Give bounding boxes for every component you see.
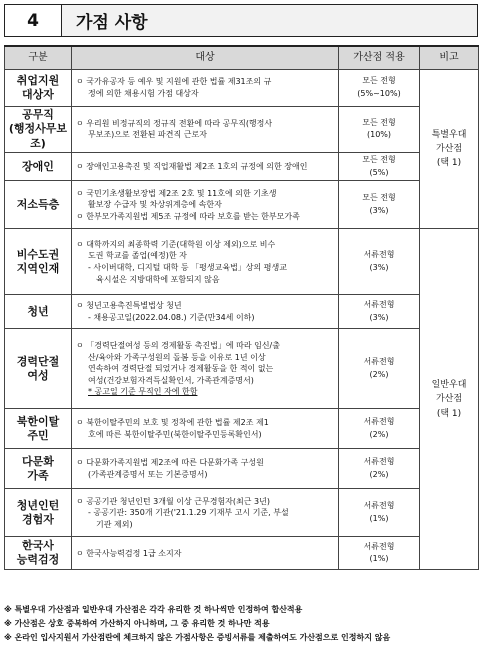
target-line: ㅇ 한부모가족지원법 제5조 규정에 따라 보호를 받는 한부모가족 [76, 211, 300, 221]
row-target [72, 409, 339, 449]
row-points: 서류전형 (2%) [339, 329, 420, 409]
target-line: 무보조)으로 전환된 파견직 근로자 [88, 130, 207, 140]
section-title: 가점 사항 [62, 5, 477, 36]
row-points: 모든 전형 (5%~10%) [339, 70, 420, 107]
table-row [5, 449, 479, 489]
table-row [5, 181, 479, 229]
target-line: ㅇ 다문화가족지원법 제2조에 따른 다문화가족 구성원 [76, 458, 264, 468]
note-special-bonus: 특별우대 가산점 (택 1) [420, 70, 479, 229]
row-category: 공무직 (행정사무보조) [5, 107, 72, 153]
target-line: ㅇ 장애인고용촉진 및 직업재활법 제2조 1호의 규정에 의한 장애인 [76, 161, 308, 171]
target-line: ㅇ 국가유공자 등 예우 및 지원에 관한 법률 제31조의 규 [76, 77, 272, 87]
bonus-table [4, 45, 479, 570]
table-header-row [5, 46, 479, 70]
table-row [5, 107, 479, 153]
row-points: 서류전형 (2%) [339, 409, 420, 449]
target-line: - 채용공고일(2022.04.08.) 기준(만34세 이하) [88, 312, 255, 322]
col-header-note: 비고 [420, 46, 479, 70]
target-line: 정에 의한 채용시험 가점 대상자 [88, 89, 199, 98]
row-target [72, 489, 339, 537]
target-line: 산/육아와 가족구성원의 돌봄 등을 이유로 1년 이상 [88, 352, 266, 362]
row-category: 다문화 가족 [5, 449, 72, 489]
row-target [72, 107, 339, 153]
row-points: 모든 전형 (3%) [339, 181, 420, 229]
target-line: (가족관계증명서 또는 기본증명서) [88, 469, 208, 479]
target-line: ㅇ 북한이탈주민의 보호 및 정착에 관한 법률 제2조 제1 [76, 418, 269, 428]
row-category: 북한이탈 주민 [5, 409, 72, 449]
row-points: 모든 전형 (5%) [339, 152, 420, 181]
section-number: 4 [5, 5, 62, 36]
row-points: 서류전형 (3%) [339, 295, 420, 329]
table-row [5, 489, 479, 537]
target-line: 도권 학교를 졸업(예정)한 자 [88, 251, 187, 261]
row-category: 장애인 [5, 152, 72, 181]
row-category: 저소득층 [5, 181, 72, 229]
target-line: ㅇ 한국사능력검정 1급 소지자 [76, 548, 182, 558]
table-row [5, 409, 479, 449]
row-points: 서류전형 (3%) [339, 229, 420, 295]
row-points: 서류전형 (1%) [339, 489, 420, 537]
row-target [72, 329, 339, 409]
target-line: ㅇ 국민기초생활보장법 제2조 2호 및 11호에 의한 기초생 [76, 188, 277, 198]
row-target [72, 181, 339, 229]
row-target [72, 449, 339, 489]
row-points: 서류전형 (2%) [339, 449, 420, 489]
table-row [5, 329, 479, 409]
row-target [72, 295, 339, 329]
target-line: ㅇ 「경력단절여성 등의 경제활동 촉진법」에 따라 임신/출 [76, 341, 280, 350]
target-line: ㅇ 대학까지의 최종학력 기준(대학원 이상 제외)으로 비수 [76, 239, 276, 249]
row-target [72, 537, 339, 570]
footnote: ※ 가산점은 상호 중복하여 가산하지 아니하며, 그 중 유리한 것 하나만 적용 [4, 619, 270, 628]
row-category: 청년 [5, 295, 72, 329]
table-row [5, 537, 479, 570]
table-row [5, 295, 479, 329]
footnote: ※ 온라인 입사지원서 가산점란에 체크하지 않은 가점사항은 증빙서류를 제출하여도 가산점으로 인정하지 않음 [4, 633, 391, 642]
col-header-target: 대상 [72, 46, 339, 70]
target-line: 기관 제외) [96, 519, 133, 529]
row-category: 청년인턴 경험자 [5, 489, 72, 537]
target-line: 호에 따른 북한이탈주민(북한이탈주민등록확인서) [88, 429, 262, 439]
row-target [72, 229, 339, 295]
row-category: 경력단절 여성 [5, 329, 72, 409]
target-line: * 공고일 기준 무직인 자에 한함 [88, 387, 198, 397]
row-target [72, 152, 339, 181]
footnote: ※ 특별우대 가산점과 일반우대 가산점은 각각 유리한 것 하나씩만 인정하여 합산적용 [4, 605, 303, 614]
target-line: ㅇ 청년고용촉진특별법상 청년 [76, 301, 182, 311]
row-category: 비수도권 지역인재 [5, 229, 72, 295]
target-line: 여성(건강보험자격득실확인서, 가족관계증명서) [88, 375, 254, 385]
row-category: 취업지원 대상자 [5, 70, 72, 107]
target-line: ㅇ 공공기관 청년인턴 3개월 이상 근무경험자(최근 3년) [76, 496, 270, 506]
target-line: - 사이버대학, 디지털 대학 등 「평생교육법」상의 평생교 [88, 262, 287, 272]
row-category: 한국사 능력검정 [5, 537, 72, 570]
row-target [72, 70, 339, 107]
col-header-category: 구분 [5, 46, 72, 70]
target-line: 연속하여 경력단절 되었거나 경제활동을 한 적이 없는 [88, 364, 274, 374]
note-general-bonus: 일반우대 가산점 (택 1) [420, 229, 479, 570]
section-header [4, 4, 478, 37]
target-line: ㅇ 우리원 비정규직의 정규직 전환에 따라 공무직(행정사 [76, 118, 273, 128]
footnotes [4, 603, 482, 645]
table-row [5, 70, 479, 107]
row-points: 서류전형 (1%) [339, 537, 420, 570]
target-line: 활보장 수급자 및 차상위계층에 속한자 [88, 200, 222, 210]
target-line: - 공공기관: 350개 기관('21.1.29 기재부 고시 기준, 부설 [88, 508, 289, 518]
table-row [5, 152, 479, 181]
row-points: 모든 전형 (10%) [339, 107, 420, 153]
target-line: 육시설은 지방대학에 포함되지 않음 [96, 274, 220, 284]
col-header-points: 가산점 적용 [339, 46, 420, 70]
table-row [5, 229, 479, 295]
